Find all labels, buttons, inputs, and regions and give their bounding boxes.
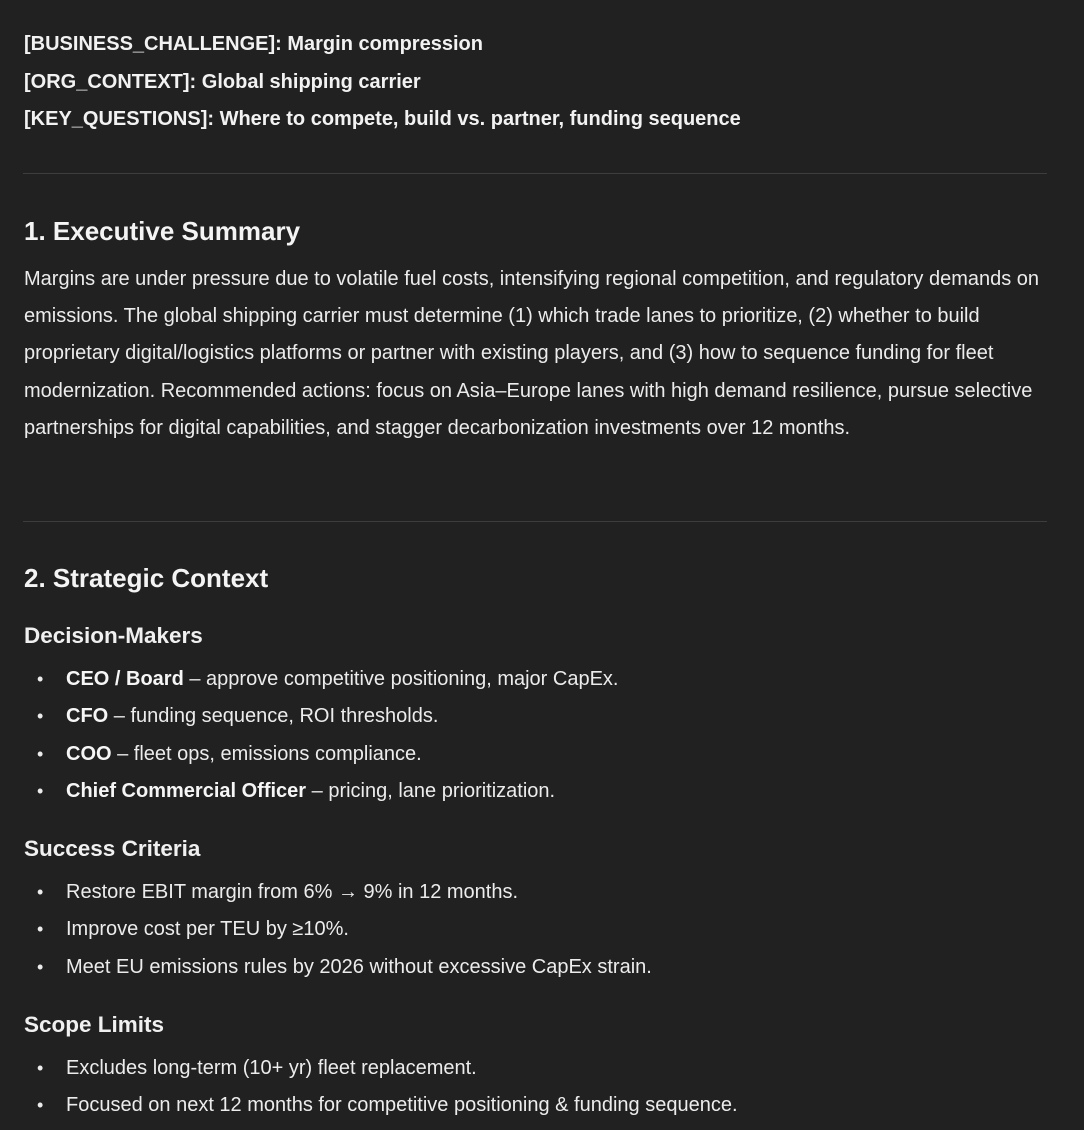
- list-item: [24, 736, 618, 773]
- role-description: – fleet ops, emissions compliance.: [111, 742, 422, 765]
- business-challenge-line: [BUSINESS_CHALLENGE]: Margin compression: [24, 33, 483, 55]
- key-questions-line: [KEY_QUESTIONS]: Where to compete, build vs. partner, funding sequence: [24, 108, 741, 130]
- list-item: [24, 1050, 738, 1087]
- bullet-icon: •: [37, 919, 44, 940]
- bullet-icon: •: [37, 1095, 44, 1116]
- divider: [23, 173, 1047, 174]
- role-description: – pricing, lane prioritization.: [306, 780, 556, 803]
- list-item-text: Focused on next 12 months for competitive positioning & funding sequence.: [66, 1094, 738, 1117]
- list-item: [24, 661, 618, 698]
- role-label: CFO: [66, 705, 109, 728]
- role-label: Chief Commercial Officer: [66, 780, 307, 803]
- bullet-icon: •: [37, 1058, 44, 1078]
- success-criteria-heading: Success Criteria: [24, 836, 201, 861]
- list-item-text: Meet EU emissions rules by 2026 without excessive CapEx strain.: [66, 955, 652, 978]
- divider: [23, 521, 1047, 522]
- success-criteria-list: [24, 874, 652, 986]
- list-item: [24, 949, 652, 986]
- list-item: [24, 773, 618, 810]
- executive-summary-heading: 1. Executive Summary: [24, 216, 301, 246]
- bullet-icon: •: [37, 669, 44, 689]
- list-item: [24, 911, 652, 948]
- list-item: [24, 874, 652, 911]
- decision-makers-heading: Decision-Makers: [24, 623, 203, 648]
- bullet-icon: •: [37, 956, 44, 977]
- org-context-line: [ORG_CONTEXT]: Global shipping carrier: [24, 70, 421, 93]
- bullet-icon: •: [37, 706, 44, 727]
- role-label: CEO / Board: [66, 668, 184, 690]
- list-item: [24, 698, 618, 735]
- decision-makers-list: [24, 661, 618, 811]
- bullet-icon: •: [37, 743, 44, 764]
- bullet-icon: •: [37, 781, 44, 802]
- list-item-text: Excludes long-term (10+ yr) fleet replacement.: [66, 1057, 477, 1079]
- strategic-context-heading: 2. Strategic Context: [24, 563, 269, 593]
- role-description: – approve competitive positioning, major CapEx.: [183, 668, 619, 690]
- scope-limits-heading: Scope Limits: [24, 1012, 165, 1037]
- scope-limits-list: [24, 1050, 738, 1125]
- list-item-text: Restore EBIT margin from 6% → 9% in 12 months.: [66, 881, 519, 903]
- role-label: COO: [66, 742, 112, 765]
- role-description: – funding sequence, ROI thresholds.: [108, 705, 439, 728]
- list-item-text: Improve cost per TEU by ≥10%.: [66, 918, 349, 941]
- executive-summary-text: Margins are under pressure due to volatile fuel costs, intensifying regional competition, and regulatory demands on emissions. The global shipping carrier must determine (1) which trade lanes to prioritize, (2) whether to build proprietary digital/logistics platforms or partner with existing players, and (3) how to sequence funding for fleet modernization. Recommended actions: focus on Asia–Europe lanes with high demand resilience, pursue selective partnerships for digital capabilities, and stagger decarbonization investments over 12 months.: [24, 268, 1040, 439]
- prompt-header: [24, 26, 741, 139]
- bullet-icon: •: [37, 882, 44, 902]
- list-item: [24, 1087, 738, 1124]
